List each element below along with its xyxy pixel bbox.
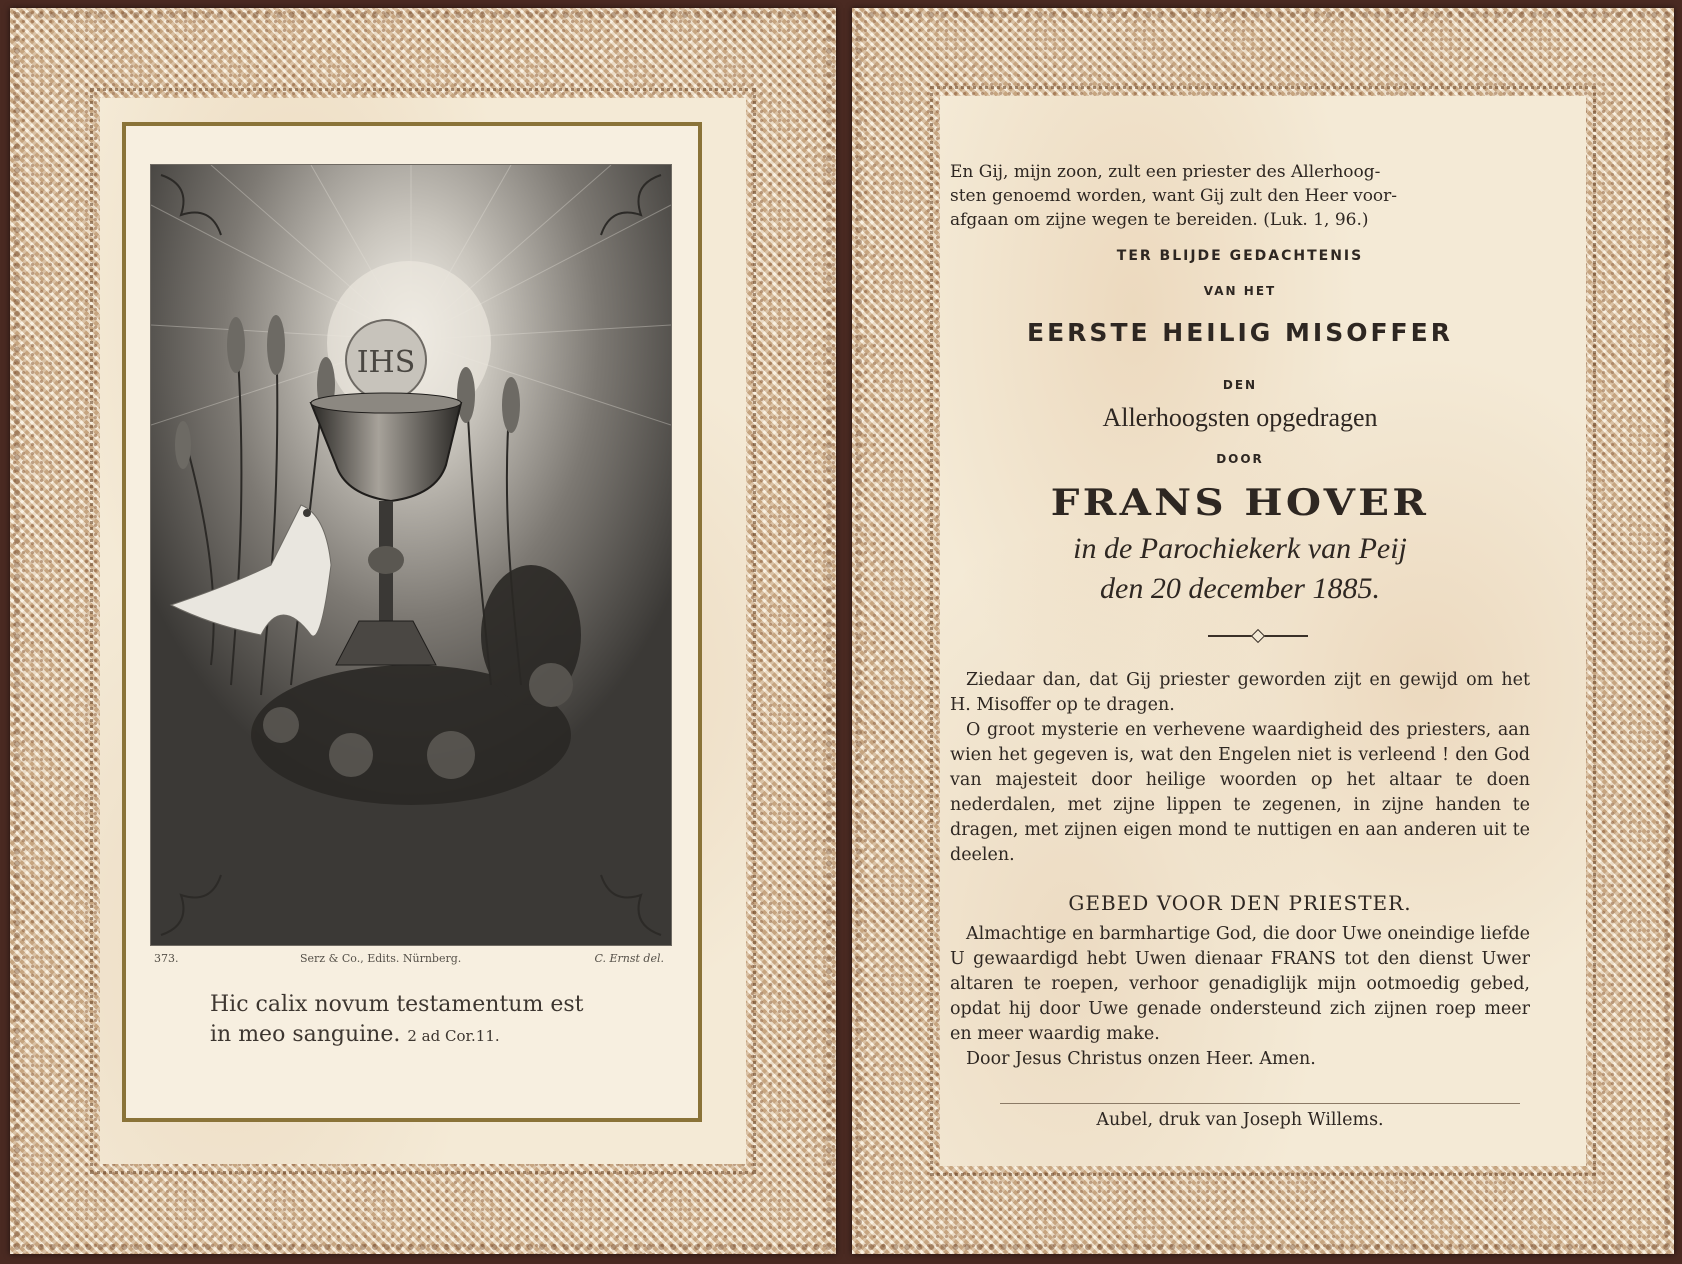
caption-line-2: in meo sanguine. 2 ad Cor.11. [210, 1022, 500, 1047]
chalice-engraving [150, 164, 672, 946]
priest-name: FRANS HOVER [1050, 482, 1430, 524]
first-mass-title: EERSTE HEILIG MISOFFER [1027, 318, 1453, 347]
prayer-heading: GEBED VOOR DEN PRIESTER. [1068, 891, 1412, 915]
caption-reference: 2 ad Cor.11. [407, 1027, 500, 1045]
ornamental-divider [1208, 635, 1308, 637]
plate-number: 373. [154, 952, 179, 965]
prayer-paragraph-2: Door Jesus Christus onzen Heer. Amen. [966, 1049, 1316, 1069]
heading-door: DOOR [1216, 452, 1264, 466]
mass-date: den 20 december 1885. [1100, 572, 1380, 605]
artist-credit: C. Ernst del. [594, 952, 664, 965]
church-place: in de Parochiekerk van Peij [1073, 532, 1407, 565]
offered-line: Allerhoogsten opgedragen [1102, 403, 1378, 432]
engraving-credits [150, 952, 670, 968]
reflection-text [950, 668, 1530, 868]
heading-den: DEN [1222, 378, 1258, 392]
latin-caption [210, 990, 630, 1051]
publisher-credit: Serz & Co., Edits. Nürnberg. [300, 952, 462, 965]
engraving-illustration [151, 165, 671, 945]
reflection-paragraph-1: Ziedaar dan, dat Gij priester geworden zijt en gewijd om het H. Misoffer op te dragen. [950, 670, 1530, 715]
prayer-paragraph-1: Almachtige en barmhartige God, die door Uwe oneindige liefde U gewaardigd hebt Uwen dienaar FRANS tot den dienst Uwer altaren te roepen, verhoor genadiglijk mijn ootmoedig gebed, opdat hij door Uwe genade ondersteund zich zijnen roep meer en meer waardig make. [950, 924, 1530, 1044]
scripture-verse: En Gij, mijn zoon, zult een priester des Allerhoog- sten genoemd worden, want Gij zult den Heer voor- afgaan om zijne wegen te bereiden. (Luk. 1, 96.) [950, 162, 1398, 230]
ihs-monogram: IHS [356, 345, 416, 380]
caption-line-1: Hic calix novum testamentum est [210, 992, 584, 1017]
memorial-heading: TER BLIJDE GEDACHTENIS [1116, 248, 1364, 264]
printer-rule [1000, 1103, 1520, 1104]
heading-van-het: VAN HET [1203, 284, 1277, 298]
prayer-text [950, 922, 1530, 1072]
reflection-paragraph-2: O groot mysterie en verhevene waardigheid des priesters, aan wien het gegeven is, wat den Engelen niet is verleend ! den God van majesteit door heilige woorden op het altaar te doen nederdalen, met zijne lippen te zegenen, in zijne handen te dragen, met zijnen eigen mond te nuttigen en aan anderen uit te deelen. [950, 720, 1530, 865]
printer-imprint: Aubel, druk van Joseph Willems. [1096, 1110, 1384, 1130]
